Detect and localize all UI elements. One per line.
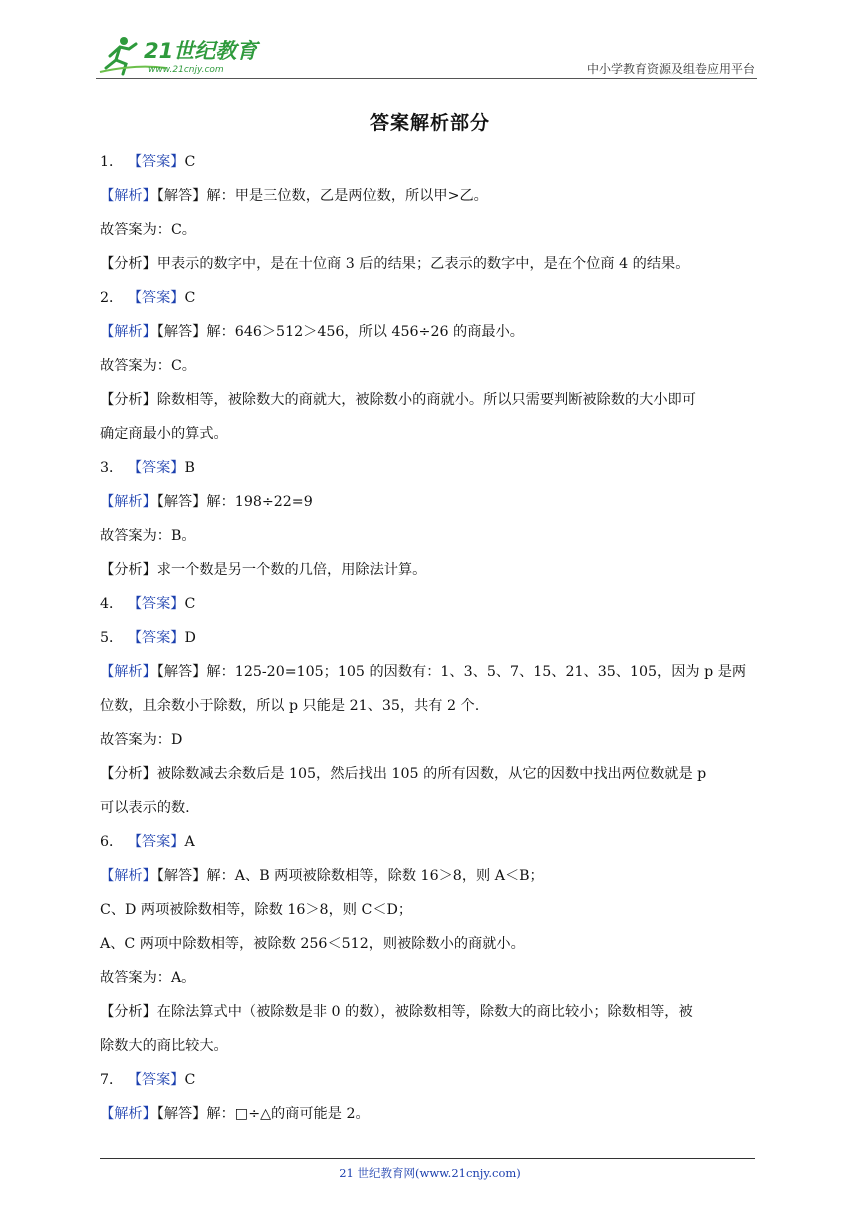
- text-segment: 5．: [100, 630, 128, 646]
- text-line: [100, 730, 182, 750]
- text-segment: 故答案为：C。: [100, 358, 196, 374]
- text-segment: D: [184, 630, 196, 646]
- text-line: [100, 356, 196, 376]
- text-line: [100, 594, 195, 614]
- text-line: [100, 288, 195, 308]
- text-line: [100, 798, 190, 818]
- text-segment: 1．: [100, 154, 128, 170]
- text-segment: 【分析】求一个数是另一个数的几倍，用除法计算。: [100, 562, 427, 578]
- text-line: [100, 1036, 228, 1056]
- text-segment: 故答案为：C。: [100, 222, 196, 238]
- text-line: [100, 696, 479, 716]
- text-segment: 除数大的商比较大。: [100, 1038, 228, 1054]
- text-segment: 【分析】除数相等，被除数大的商就大，被除数小的商就小。所以只需要判断被除数的大小即可: [100, 392, 696, 408]
- text-line: [100, 220, 196, 240]
- text-segment: 【解答】解：甲是三位数，乙是两位数，所以甲>乙。: [156, 188, 488, 204]
- label-tag: 【解析】: [100, 188, 157, 204]
- svg-text:www.21cnjy.com: www.21cnjy.com: [148, 65, 224, 75]
- footer-divider: [100, 1158, 755, 1159]
- text-segment: 【分析】被除数减去余数后是 105，然后找出 105 的所有因数，从它的因数中找出两位数就是 p: [100, 766, 707, 782]
- label-tag: 【解析】: [100, 324, 157, 340]
- page-title: 答案解析部分: [369, 112, 490, 134]
- label-tag: 【解析】: [100, 1106, 157, 1122]
- text-segment: 【解答】解：198÷22=9: [156, 494, 313, 510]
- 21cnjy-logo: [96, 34, 266, 78]
- text-line: [100, 186, 488, 206]
- text-line: [100, 764, 706, 784]
- label-tag: 【答案】: [127, 834, 185, 850]
- text-line: [100, 152, 195, 172]
- text-segment: 【解答】解：125-20=105；105 的因数有：1、3、5、7、15、21、35、105，因为 p 是两: [156, 664, 747, 680]
- svg-text:21世纪教育: 21世纪教育: [144, 39, 258, 63]
- text-line: [100, 254, 689, 274]
- text-line: [100, 424, 228, 444]
- text-segment: A: [184, 834, 195, 850]
- text-segment: 【解答】解：□÷△的商可能是 2。: [156, 1106, 370, 1122]
- text-line: [100, 900, 412, 920]
- text-segment: A、C 两项中除数相等，被除数 256＜512，则被除数小的商就小。: [100, 936, 525, 952]
- text-segment: 可以表示的数.: [100, 800, 190, 816]
- label-tag: 【答案】: [127, 460, 185, 476]
- text-segment: C: [184, 290, 196, 306]
- text-segment: C: [184, 1072, 196, 1088]
- text-segment: 【分析】甲表示的数字中，是在十位商 3 后的结果；乙表示的数字中，是在个位商 4 的结果。: [100, 256, 690, 272]
- text-segment: 位数，且余数小于除数，所以 p 只能是 21、35，共有 2 个.: [100, 698, 480, 714]
- text-segment: 【解答】解：A、B 两项被除数相等，除数 16＞8，则 A＜B；: [156, 868, 544, 884]
- text-line: [100, 560, 426, 580]
- text-segment: 确定商最小的算式。: [100, 426, 228, 442]
- text-segment: 7．: [100, 1072, 128, 1088]
- label-tag: 【答案】: [127, 630, 185, 646]
- text-segment: 故答案为：B。: [100, 528, 196, 544]
- text-line: [100, 1104, 370, 1124]
- text-segment: 【解答】解：646＞512＞456，所以 456÷26 的商最小。: [156, 324, 524, 340]
- text-line: [100, 322, 524, 342]
- page-footer: 21 世纪教育网(www.21cnjy.com): [339, 1166, 521, 1180]
- label-tag: 【答案】: [127, 596, 185, 612]
- text-line: [100, 390, 696, 410]
- text-line: [100, 458, 195, 478]
- text-segment: 4．: [100, 596, 128, 612]
- text-segment: 3．: [100, 460, 128, 476]
- label-tag: 【解析】: [100, 868, 157, 884]
- text-line: [100, 832, 195, 852]
- label-tag: 【答案】: [127, 154, 185, 170]
- header-divider: [96, 78, 757, 79]
- text-line: [100, 934, 525, 954]
- text-segment: 故答案为：A。: [100, 970, 196, 986]
- text-segment: 故答案为：D: [100, 732, 183, 748]
- label-tag: 【答案】: [127, 1072, 185, 1088]
- text-line: [100, 662, 746, 682]
- text-line: [100, 1070, 195, 1090]
- text-segment: B: [184, 460, 195, 476]
- text-segment: 2．: [100, 290, 128, 306]
- text-line: [100, 628, 196, 648]
- label-tag: 【解析】: [100, 494, 157, 510]
- text-line: [100, 1002, 693, 1022]
- platform-name: 中小学教育资源及组卷应用平台: [586, 62, 755, 76]
- text-segment: C: [184, 154, 196, 170]
- text-segment: 6．: [100, 834, 128, 850]
- text-line: [100, 492, 313, 512]
- text-segment: 【分析】在除法算式中（被除数是非 0 的数），被除数相等，除数大的商比较小；除数相等，被: [100, 1004, 693, 1020]
- text-line: [100, 866, 544, 886]
- text-segment: C: [184, 596, 196, 612]
- page-header: [0, 0, 860, 82]
- text-line: [100, 526, 196, 546]
- text-segment: C、D 两项被除数相等，除数 16＞8，则 C＜D；: [100, 902, 413, 918]
- label-tag: 【答案】: [127, 290, 185, 306]
- text-line: [100, 968, 195, 988]
- label-tag: 【解析】: [100, 664, 157, 680]
